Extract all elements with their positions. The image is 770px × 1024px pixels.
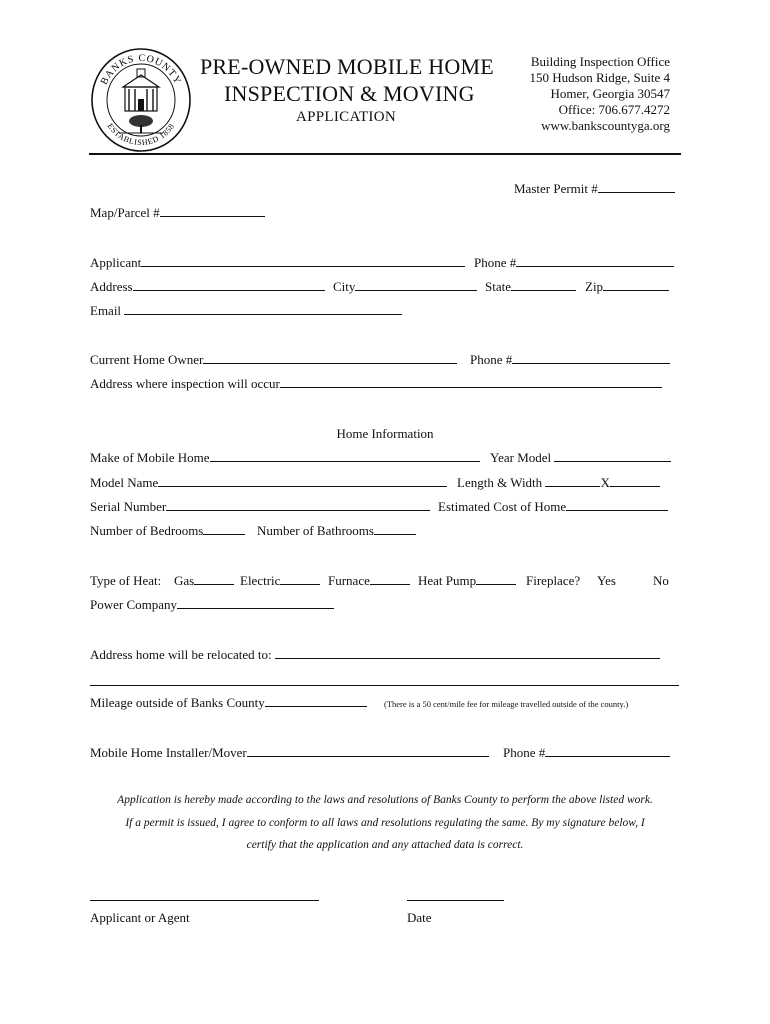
signature-label: Applicant or Agent [90,910,190,925]
address-field[interactable]: Address [90,279,325,295]
office-website[interactable]: www.bankscountyga.org [541,118,670,133]
applicant-phone-field[interactable]: Phone # [474,255,674,271]
form-subtitle: APPLICATION [296,109,396,125]
inspection-address-field[interactable]: Address where inspection will occur [90,376,662,392]
installer-phone-field[interactable]: Phone # [503,745,670,761]
svg-text:BANKS COUNTY: BANKS COUNTY [98,52,184,87]
form-title-line1: PRE-OWNED MOBILE HOME [200,54,494,79]
power-company-field[interactable]: Power Company [90,597,334,613]
office-city: Homer, Georgia 30547 [550,86,670,101]
relocation-address-field[interactable]: Address home will be relocated to: [90,647,660,663]
year-model-field[interactable]: Year Model [490,450,671,466]
zip-field[interactable]: Zip [585,279,669,295]
master-permit-field[interactable]: Master Permit # [514,181,675,197]
certification-line-1: Application is hereby made according to the laws and resolutions of Banks County to perform the above listed work. [117,794,653,806]
bathrooms-field[interactable]: Number of Bathrooms [257,523,416,539]
certification-line-3: certify that the application and any attached data is correct. [246,839,524,851]
office-street: 150 Hudson Ridge, Suite 4 [529,70,670,85]
fireplace-yes-option[interactable]: Yes [597,573,616,588]
map-parcel-field[interactable]: Map/Parcel # [90,205,265,221]
email-field[interactable]: Email [90,303,402,319]
relocation-address-line2[interactable] [90,684,679,686]
estimated-cost-field[interactable]: Estimated Cost of Home [438,499,668,515]
current-owner-field[interactable]: Current Home Owner [90,352,457,368]
owner-phone-field[interactable]: Phone # [470,352,670,368]
applicant-field[interactable]: Applicant [90,255,465,271]
office-name: Building Inspection Office [530,54,670,69]
heat-furnace-option[interactable]: Furnace [328,573,410,589]
header-divider [89,153,681,155]
certification-line-2: If a permit is issued, I agree to conform to all laws and resolutions regulating the same. By my signature below, I [125,817,645,829]
office-phone: Office: 706.677.4272 [558,102,670,117]
form-title-line2: INSPECTION & MOVING [224,81,475,106]
heat-electric-option[interactable]: Electric [240,573,320,589]
home-information-heading: Home Information [336,426,434,441]
mileage-fee-note: (There is a 50 cent/mile fee for mileage travelled outside of the county.) [384,699,629,709]
fireplace-label: Fireplace? [526,573,581,588]
city-field[interactable]: City [333,279,477,295]
length-width-field[interactable]: Length & Width X [457,475,660,491]
svg-text:ESTABLISHED 1858: ESTABLISHED 1858 [105,121,177,148]
make-field[interactable]: Make of Mobile Home [90,450,480,466]
mileage-field[interactable]: Mileage outside of Banks County [90,695,367,711]
state-field[interactable]: State [485,279,576,295]
date-line[interactable] [407,899,504,901]
county-seal-logo [89,45,193,153]
fireplace-no-option[interactable]: No [653,573,669,588]
installer-mover-field[interactable]: Mobile Home Installer/Mover [90,745,489,761]
heat-pump-option[interactable]: Heat Pump [418,573,516,589]
signature-line[interactable] [90,899,319,901]
heat-gas-option[interactable]: Gas [174,573,234,589]
serial-number-field[interactable]: Serial Number [90,499,430,515]
date-label: Date [407,910,432,925]
type-of-heat-label: Type of Heat: [90,573,162,588]
bedrooms-field[interactable]: Number of Bedrooms [90,523,245,539]
model-name-field[interactable]: Model Name [90,475,447,491]
